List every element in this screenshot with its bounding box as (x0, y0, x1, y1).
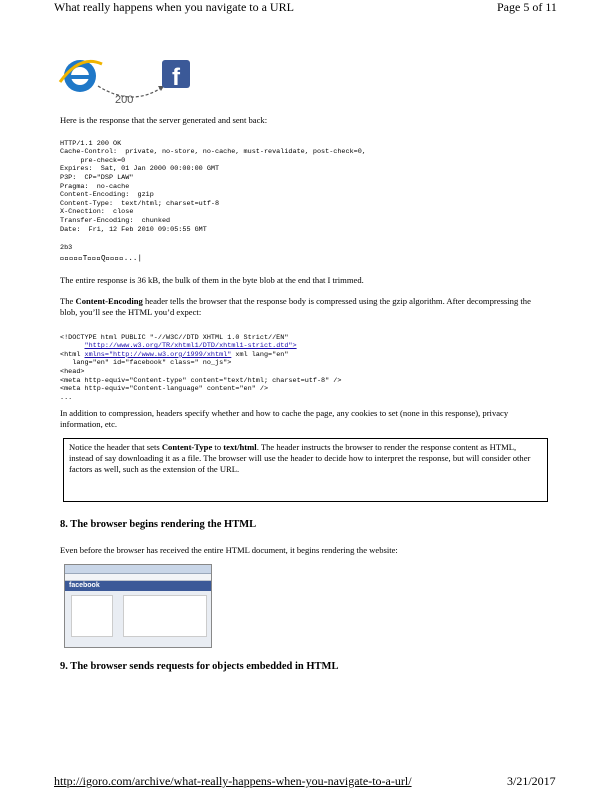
snippet-line: <html (60, 350, 85, 359)
snippet-line: ... (60, 393, 73, 402)
snippet-line: lang="en" id="facebook" class=" no_js"> (60, 359, 232, 368)
response-line: Content-Type: text/html; charset=utf-8 (60, 199, 220, 208)
response-line: Expires: Sat, 01 Jan 2000 00:00:00 GMT (60, 165, 220, 174)
page-content-placeholder (123, 595, 207, 637)
encoding-text-post: header tells the browser that the response body is compressed using the gzip algorithm. After decompressing the blob, you’ll see the HTML you’d expect: (60, 296, 531, 317)
footer-date: 3/21/2017 (507, 774, 556, 788)
response-size-paragraph: The entire response is 36 kB, the bulk of them in the byte blob at the end that I trimmed. (60, 275, 364, 285)
section-8-text: Even before the browser has received the entire HTML document, it begins rendering the website: (60, 545, 398, 555)
response-line: Content-Encoding: gzip (60, 191, 154, 200)
http-response-block (60, 131, 366, 243)
document-title: What really happens when you navigate to a URL (54, 0, 294, 14)
headers-paragraph: In addition to compression, headers specify whether and how to cache the page, any cookies to set (none in this response), privacy information, etc. (60, 408, 509, 429)
content-encoding-paragraph (60, 296, 550, 318)
dtd-link[interactable]: "http://www.w3.org/TR/xhtml1/DTD/xhtml1-strict.dtd"> (84, 342, 297, 351)
response-line: X-Cnection: close (60, 208, 134, 217)
facebook-header: facebook (65, 581, 211, 591)
response-line: pre-check=0 (60, 156, 126, 165)
response-line: P3P: CP="DSP LAW" (60, 173, 134, 182)
browser-titlebar (65, 565, 211, 574)
note-term: Content-Type (161, 442, 213, 452)
section-9-heading: 9. The browser sends requests for objects embedded in HTML (60, 661, 339, 672)
html-snippet (60, 325, 341, 411)
page-number: Page 5 of 11 (497, 0, 557, 14)
snippet-line: xml lang="en" (231, 350, 289, 359)
note-term: text/html (223, 442, 257, 452)
status-code-label: 200 (115, 94, 134, 106)
browser-screenshot (64, 564, 212, 648)
snippet-line: <meta http-equiv="Content-type" content="text/html; charset=utf-8" /> (60, 376, 342, 385)
note-text: Notice the header that sets (69, 442, 162, 452)
encoding-term: Content-Encoding (75, 296, 143, 306)
note-text: to (212, 442, 224, 452)
snippet-line: <meta http-equiv="Content-language" content="en" /> (60, 385, 269, 394)
note-box (63, 438, 548, 502)
section-8-heading: 8. The browser begins rendering the HTML (60, 519, 257, 530)
encoding-text-pre: The (60, 296, 76, 306)
page-sidebar-placeholder (71, 595, 113, 637)
response-line: Date: Fri, 12 Feb 2010 09:05:55 GMT (60, 225, 207, 234)
snippet-line: <head> (60, 367, 85, 376)
internet-explorer-icon (60, 60, 102, 92)
snippet-line: <!DOCTYPE html PUBLIC "-//W3C//DTD XHTML 1.0 Strict//EN" (60, 333, 289, 342)
note-text: . The header instructs the browser to render the response content as HTML, instead of say downloading it as a file. The browser will use the header to decide how to interpret the response, but will consider other factors as well, such as the extension of the URL. (69, 442, 531, 474)
response-line: Pragma: no-cache (60, 182, 130, 191)
response-line: HTTP/1.1 200 OK (60, 139, 122, 148)
facebook-icon (162, 60, 190, 91)
binary-blob:      T   Q    ...| (60, 255, 143, 263)
svg-text:f: f (172, 64, 180, 91)
chunk-size: 2b3 (60, 244, 73, 252)
browser-toolbar (65, 574, 211, 581)
response-line: Transfer-Encoding: chunked (60, 216, 171, 225)
xmlns-link[interactable]: xmlns="http://www.w3.org/1999/xhtml" (84, 350, 232, 359)
footer-url-link[interactable]: http://igoro.com/archive/what-really-happens-when-you-navigate-to-a-url/ (54, 774, 412, 788)
response-line: Cache-Control: private, no-store, no-cache, must-revalidate, post-check=0, (60, 148, 366, 157)
intro-text: Here is the response that the server generated and sent back: (60, 115, 268, 125)
